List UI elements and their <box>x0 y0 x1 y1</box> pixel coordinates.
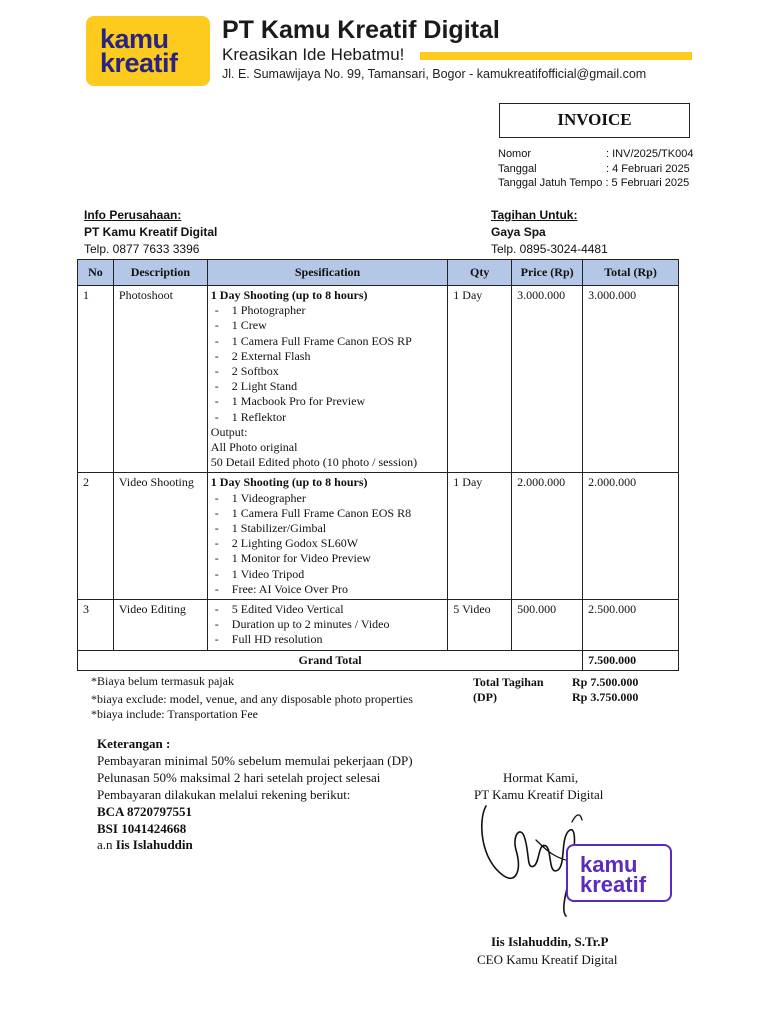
spec-list-item <box>211 617 442 632</box>
bullet-dash: - <box>214 632 219 647</box>
spec-extra-line: 50 Detail Edited photo (10 photo / session) <box>210 455 418 470</box>
total-tagihan-value: Rp 7.500.000 <box>572 675 639 689</box>
tagline-underline-bar <box>420 52 692 60</box>
cell-specification <box>207 286 447 473</box>
spec-list-item <box>211 521 442 536</box>
table-header-row <box>78 260 679 286</box>
spec-list-item <box>211 536 442 551</box>
grand-total-row <box>78 650 679 670</box>
bill-to-block <box>491 208 608 256</box>
spec-item-text: Free: AI Voice Over Pro <box>231 581 348 596</box>
keterangan-line: Pembayaran dilakukan melalui rekening berikut: <box>97 787 351 802</box>
spec-item-text: 1 Macbook Pro for Preview <box>231 394 366 409</box>
bullet-dash: - <box>214 505 219 520</box>
invoice-title: INVOICE <box>557 110 632 129</box>
signatory-title: CEO Kamu Kreatif Digital <box>477 952 618 967</box>
spec-list-item <box>211 602 442 617</box>
bullet-dash: - <box>214 379 219 394</box>
logo-text-line1: kamu <box>100 24 169 54</box>
bullet-dash: - <box>214 318 219 333</box>
meta-value: : 4 Februari 2025 <box>606 163 690 175</box>
invoice-items-table <box>77 259 679 671</box>
bullet-dash: - <box>214 409 219 424</box>
bank-account-bca: BCA 8720797551 <box>97 804 192 819</box>
spec-item-text: 1 Camera Full Frame Canon EOS R8 <box>231 505 412 520</box>
company-name: PT Kamu Kreatif Digital <box>222 16 500 44</box>
bullet-dash: - <box>214 490 219 505</box>
total-tagihan-label: Total Tagihan <box>473 675 544 689</box>
spec-item-text: 1 Photographer <box>231 303 306 318</box>
spec-item-text: 1 Video Tripod <box>231 566 305 581</box>
spec-item-text: 1 Crew <box>231 318 267 333</box>
table-row <box>78 600 679 651</box>
spec-list-item <box>211 349 442 364</box>
signature-company: PT Kamu Kreatif Digital <box>474 787 604 802</box>
keterangan-line: Pembayaran minimal 50% sebelum memulai pekerjaan (DP) <box>97 753 413 768</box>
cell-no: 2 <box>78 473 114 600</box>
bank-account-bsi: BSI 1041424668 <box>97 821 187 836</box>
note-exclude: *biaya exclude: model, venue, and any disposable photo properties <box>91 692 413 706</box>
account-holder-prefix: a.n <box>97 837 116 852</box>
spec-item-text: 2 Softbox <box>231 364 279 379</box>
grand-total-value: 7.500.000 <box>583 650 679 670</box>
table-row <box>78 473 679 600</box>
spec-list-item <box>211 551 442 566</box>
spec-list-item <box>211 506 442 521</box>
column-header-price: Price (Rp) <box>512 260 583 286</box>
signature-greeting: Hormat Kami, <box>503 770 579 785</box>
table-row <box>78 286 679 473</box>
invoice-due-date-row <box>498 177 689 189</box>
account-holder <box>97 837 193 853</box>
keterangan-line: Pelunasan 50% maksimal 2 hari setelah project selesai <box>97 770 381 785</box>
spec-item-text: 1 Camera Full Frame Canon EOS RP <box>231 333 412 348</box>
cell-qty: 5 Video <box>448 600 512 651</box>
spec-list-item <box>211 318 442 333</box>
bullet-dash: - <box>214 617 219 632</box>
signatory-name: Iis Islahuddin, S.Tr.P <box>491 934 609 949</box>
spec-title: 1 Day Shooting (up to 8 hours) <box>210 475 368 490</box>
cell-specification <box>207 600 447 651</box>
spec-item-text: 2 Light Stand <box>231 379 298 394</box>
meta-value: : 5 Februari 2025 <box>605 177 690 189</box>
table-body <box>78 286 679 651</box>
spec-list-item <box>211 632 442 647</box>
spec-item-text: 1 Reflektor <box>231 409 287 424</box>
cell-qty: 1 Day <box>448 473 512 600</box>
spec-list-item <box>211 491 442 506</box>
company-stamp-logo <box>566 844 672 902</box>
spec-list-item <box>211 303 442 318</box>
cell-price: 2.000.000 <box>512 473 583 600</box>
spec-extra-line: All Photo original <box>210 440 298 455</box>
spec-item-text: 1 Videographer <box>231 490 306 505</box>
column-header-no: No <box>78 260 114 286</box>
cell-description: Photoshoot <box>113 286 207 473</box>
spec-item-text: 2 External Flash <box>231 348 311 363</box>
bill-to-heading: Tagihan Untuk: <box>491 208 578 222</box>
grand-total-label: Grand Total <box>78 650 583 670</box>
bullet-dash: - <box>214 394 219 409</box>
spec-item-text: Full HD resolution <box>231 632 323 647</box>
bullet-dash: - <box>214 521 219 536</box>
company-logo <box>86 16 210 86</box>
bullet-dash: - <box>214 333 219 348</box>
spec-list-item <box>211 582 442 597</box>
spec-item-text: 2 Lighting Godox SL60W <box>231 536 359 551</box>
note-include: *biaya include: Transportation Fee <box>91 707 258 721</box>
account-holder-name: Iis Islahuddin <box>115 837 193 852</box>
bullet-dash: - <box>214 536 219 551</box>
spec-list-item <box>211 410 442 425</box>
logo-text-line2: kreatif <box>100 48 178 78</box>
invoice-number-row <box>498 148 693 160</box>
cell-qty: 1 Day <box>448 286 512 473</box>
keterangan-heading: Keterangan : <box>97 736 171 751</box>
column-header-qty: Qty <box>448 260 512 286</box>
note-tax: *Biaya belum termasuk pajak <box>91 674 234 688</box>
stamp-text-line1: kamu <box>580 852 638 877</box>
meta-label: Tanggal Jatuh Tempo <box>498 177 603 189</box>
column-header-description: Description <box>113 260 207 286</box>
bullet-dash: - <box>214 303 219 318</box>
spec-list-item <box>211 334 442 349</box>
company-info-heading: Info Perusahaan: <box>84 208 182 222</box>
meta-label: Tanggal <box>498 163 537 175</box>
invoice-title-box <box>499 103 690 138</box>
spec-item-text: Duration up to 2 minutes / Video <box>231 617 390 632</box>
invoice-date-row <box>498 163 690 175</box>
column-header-total: Total (Rp) <box>583 260 679 286</box>
spec-extra-line: Output: <box>210 424 248 439</box>
meta-value: : INV/2025/TK004 <box>606 148 694 160</box>
spec-title: 1 Day Shooting (up to 8 hours) <box>210 288 368 302</box>
cell-description: Video Shooting <box>113 473 207 600</box>
spec-item-text: 5 Edited Video Vertical <box>231 602 344 617</box>
cell-price: 500.000 <box>512 600 583 651</box>
company-info-block <box>84 208 217 256</box>
meta-label: Nomor <box>498 148 532 160</box>
cell-total: 2.000.000 <box>583 473 679 600</box>
spec-item-text: 1 Monitor for Video Preview <box>231 551 371 566</box>
cell-specification <box>207 473 447 600</box>
cell-no: 3 <box>78 600 114 651</box>
company-info-name: PT Kamu Kreatif Digital <box>84 225 218 239</box>
cell-price: 3.000.000 <box>512 286 583 473</box>
dp-label: (DP) <box>473 690 497 704</box>
bullet-dash: - <box>214 581 219 596</box>
spec-list-item <box>211 394 442 409</box>
spec-item-text: 1 Stabilizer/Gimbal <box>231 521 327 536</box>
spec-list-item <box>211 379 442 394</box>
cell-description: Video Editing <box>113 600 207 651</box>
bullet-dash: - <box>214 364 219 379</box>
company-tagline: Kreasikan Ide Hebatmu! <box>222 45 405 64</box>
bill-to-phone: Telp. 0895-3024-4481 <box>491 242 608 256</box>
bullet-dash: - <box>214 348 219 363</box>
stamp-text-line2: kreatif <box>580 872 647 897</box>
bullet-dash: - <box>214 602 219 617</box>
company-info-phone: Telp. 0877 7633 3396 <box>84 242 200 256</box>
spec-list-item <box>211 364 442 379</box>
bill-to-name: Gaya Spa <box>491 225 546 239</box>
cell-total: 3.000.000 <box>583 286 679 473</box>
dp-value: Rp 3.750.000 <box>572 690 639 704</box>
company-address: Jl. E. Sumawijaya No. 99, Tamansari, Bogor - kamukreatifofficial@gmail.com <box>222 67 647 81</box>
cell-total: 2.500.000 <box>583 600 679 651</box>
column-header-specification: Spesification <box>207 260 447 286</box>
bullet-dash: - <box>214 551 219 566</box>
bullet-dash: - <box>214 566 219 581</box>
spec-list-item <box>211 567 442 582</box>
cell-no: 1 <box>78 286 114 473</box>
